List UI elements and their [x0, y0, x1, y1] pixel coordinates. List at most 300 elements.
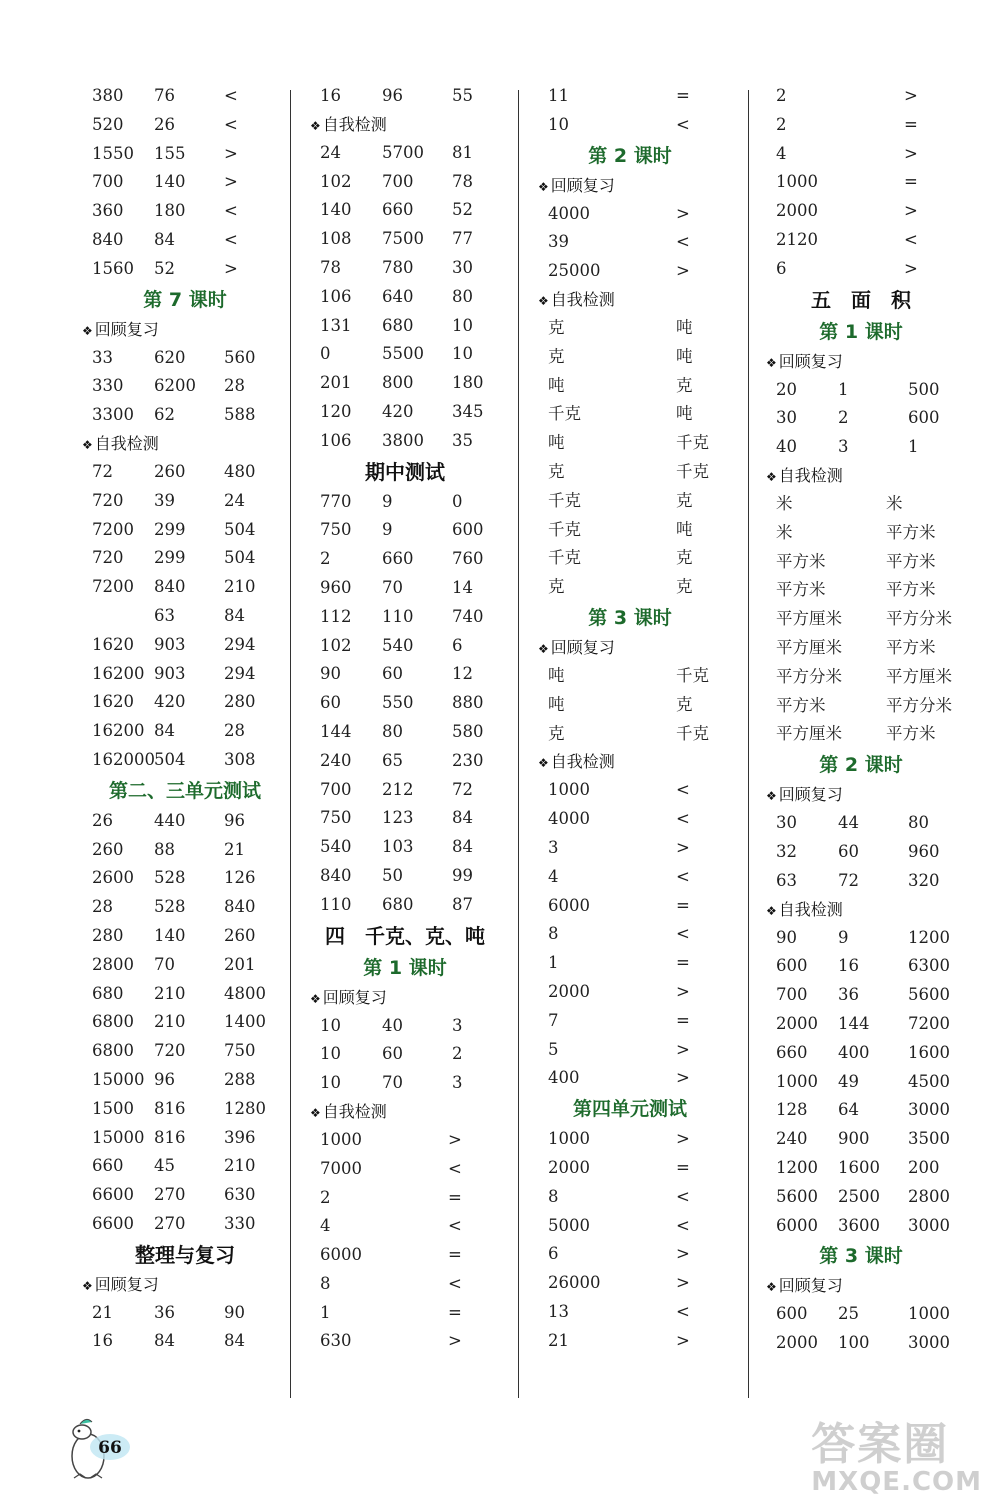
- answer-cell: 21: [224, 839, 245, 859]
- answer-cell: 吨: [548, 694, 565, 714]
- answer-row: [548, 834, 728, 863]
- answer-cell: 6: [452, 635, 463, 655]
- answer-cell: 60: [382, 664, 403, 684]
- answer-row: [320, 660, 500, 689]
- subsection-text: 回顾复习: [550, 637, 615, 657]
- answer-cell: 2: [320, 1187, 331, 1207]
- answer-cell: 320: [908, 870, 940, 890]
- answer-cell: 72: [452, 779, 473, 799]
- answer-row: [92, 255, 272, 284]
- answer-row: [776, 1183, 966, 1212]
- answer-cell: 102: [320, 635, 352, 655]
- diamond-bullet-icon: ❖: [82, 437, 93, 452]
- answer-cell: 0: [320, 344, 331, 364]
- answer-cell: 5600: [776, 1186, 818, 1206]
- answer-cell: 10: [452, 344, 473, 364]
- answer-cell: 吨: [676, 346, 693, 366]
- answer-cell: >: [676, 1129, 690, 1149]
- answer-cell: 36: [154, 1302, 175, 1322]
- answer-cell: >: [904, 86, 918, 105]
- answer-cell: 210: [224, 1156, 256, 1176]
- answer-cell: 260: [92, 839, 124, 859]
- answer-cell: 1000: [320, 1129, 362, 1149]
- answer-cell: 126: [224, 868, 256, 888]
- answer-cell: 84: [224, 1331, 245, 1351]
- answer-row: [92, 1299, 272, 1328]
- answer-row: [548, 458, 728, 487]
- answer-row: [548, 200, 728, 229]
- answer-cell: 162000: [92, 749, 155, 769]
- answer-cell: 770: [320, 491, 352, 511]
- subsection-label: [82, 430, 272, 458]
- answer-cell: 平方米: [886, 637, 936, 657]
- answer-cell: 2000: [548, 1157, 590, 1177]
- answer-row: [92, 1181, 272, 1210]
- answer-cell: 2000: [548, 981, 590, 1001]
- page-number: 66: [98, 1438, 122, 1458]
- section-title: 第 3 课时: [588, 606, 672, 629]
- answer-cell: 吨: [676, 317, 693, 337]
- subsection-text: 回顾复习: [778, 1276, 843, 1296]
- answer-row: [92, 168, 272, 197]
- answer-cell: <: [676, 1215, 690, 1235]
- answer-cell: 144: [838, 1013, 870, 1033]
- answer-cell: 420: [382, 401, 414, 421]
- answer-cell: 840: [154, 577, 186, 597]
- answer-row: [320, 1241, 500, 1270]
- answer-cell: 16: [320, 86, 341, 105]
- answer-cell: 1: [320, 1302, 331, 1322]
- answer-cell: =: [676, 895, 690, 915]
- answer-row: [548, 343, 728, 372]
- answer-cell: 平方米: [776, 580, 826, 600]
- answer-cell: 720: [154, 1041, 186, 1061]
- answer-cell: =: [676, 1010, 690, 1030]
- answer-cell: >: [676, 203, 690, 223]
- answer-row: [92, 1210, 272, 1239]
- answer-row: [548, 863, 728, 892]
- answer-cell: 1200: [776, 1157, 818, 1177]
- answer-cell: 平方分米: [886, 695, 952, 715]
- answer-row: [776, 140, 966, 169]
- answer-cell: 210: [224, 577, 256, 597]
- answer-row: [320, 82, 500, 111]
- answer-cell: 260: [224, 925, 256, 945]
- answer-row: [548, 1064, 728, 1093]
- answer-row: [92, 1008, 272, 1037]
- answer-row: [548, 1327, 728, 1356]
- answer-cell: 克: [676, 490, 693, 510]
- section-title: 第 2 课时: [588, 144, 672, 167]
- answer-cell: 299: [154, 519, 186, 539]
- answer-cell: 平方米: [776, 551, 826, 571]
- answer-row: [320, 891, 500, 920]
- answer-row: [320, 689, 500, 718]
- answer-row: [548, 573, 728, 602]
- answer-cell: 39: [154, 490, 175, 510]
- answer-row: [92, 458, 272, 487]
- diamond-bullet-icon: ❖: [310, 118, 321, 133]
- answer-row: [320, 776, 500, 805]
- answer-cell: >: [676, 1039, 690, 1059]
- answer-row: [548, 978, 728, 1007]
- answer-cell: 500: [908, 379, 940, 399]
- answer-cell: >: [448, 1331, 462, 1351]
- answer-cell: 3000: [908, 1100, 950, 1120]
- answer-cell: 288: [224, 1069, 256, 1089]
- answer-cell: 96: [154, 1069, 175, 1089]
- diamond-bullet-icon: ❖: [766, 903, 777, 918]
- answer-cell: 630: [320, 1331, 352, 1351]
- answer-cell: 780: [382, 257, 414, 277]
- answer-row: [548, 1007, 728, 1036]
- answer-cell: 6000: [776, 1215, 818, 1235]
- answer-cell: 140: [320, 200, 352, 220]
- section-title: 整理与复习: [135, 1242, 235, 1267]
- subsection-label: [766, 896, 966, 924]
- answer-row: [776, 1010, 966, 1039]
- answer-cell: <: [676, 780, 690, 800]
- answer-cell: 50: [382, 865, 403, 885]
- answer-cell: 128: [776, 1100, 808, 1120]
- answer-cell: 330: [224, 1213, 256, 1233]
- answer-cell: 660: [92, 1156, 124, 1176]
- answer-column: [82, 82, 272, 1356]
- answer-cell: 6: [776, 258, 787, 278]
- answer-row: [320, 168, 500, 197]
- answer-cell: 平方米: [886, 724, 936, 744]
- diamond-bullet-icon: ❖: [82, 323, 93, 338]
- answer-cell: 140: [154, 925, 186, 945]
- answer-cell: >: [448, 1129, 462, 1149]
- answer-cell: 2000: [776, 201, 818, 221]
- subsection-text: 自我检测: [778, 465, 843, 485]
- answer-cell: 108: [320, 229, 352, 249]
- answer-cell: <: [448, 1158, 462, 1178]
- answer-cell: 90: [776, 927, 797, 947]
- answer-cell: <: [676, 232, 690, 252]
- subsection-label: [766, 1272, 966, 1300]
- answer-cell: 吨: [676, 404, 693, 424]
- answer-cell: <: [676, 1186, 690, 1206]
- answer-cell: 6000: [548, 895, 590, 915]
- section-title: 第 1 课时: [819, 320, 903, 343]
- answer-cell: 1000: [776, 172, 818, 192]
- answer-cell: =: [448, 1187, 462, 1207]
- answer-column: [310, 82, 500, 1356]
- answer-cell: 70: [382, 577, 403, 597]
- answer-row: [320, 1040, 500, 1069]
- answer-cell: 380: [92, 86, 124, 105]
- answer-cell: 7200: [92, 577, 134, 597]
- answer-row: [776, 490, 966, 519]
- subsection-label: [310, 1098, 500, 1126]
- answer-cell: 4: [320, 1216, 331, 1236]
- answer-cell: 6600: [92, 1185, 134, 1205]
- answer-row: [92, 401, 272, 430]
- answer-cell: 270: [154, 1213, 186, 1233]
- answer-cell: 903: [154, 663, 186, 683]
- answer-cell: 2500: [838, 1186, 880, 1206]
- answer-cell: 200: [908, 1157, 940, 1177]
- answer-cell: 3: [452, 1073, 463, 1093]
- answer-row: [320, 1012, 500, 1041]
- answer-cell: 88: [154, 839, 175, 859]
- answer-row: [92, 1095, 272, 1124]
- subsection-text: 回顾复习: [778, 351, 843, 371]
- answer-cell: 39: [548, 232, 569, 252]
- answer-cell: 600: [452, 520, 484, 540]
- answer-cell: 6800: [92, 1012, 134, 1032]
- answer-cell: 克: [676, 375, 693, 395]
- answer-cell: 660: [776, 1042, 808, 1062]
- answer-cell: 84: [452, 837, 473, 857]
- answer-cell: 1200: [908, 927, 950, 947]
- answer-cell: 8: [320, 1273, 331, 1293]
- answer-row: [776, 663, 966, 692]
- answer-cell: 903: [154, 634, 186, 654]
- answer-cell: 700: [776, 985, 808, 1005]
- answer-cell: <: [676, 924, 690, 944]
- answer-row: [92, 197, 272, 226]
- answer-cell: <: [676, 114, 690, 134]
- answer-cell: 700: [92, 172, 124, 192]
- answer-cell: 14: [452, 577, 473, 597]
- answer-cell: 72: [92, 461, 113, 481]
- diamond-bullet-icon: ❖: [82, 1278, 93, 1293]
- answer-cell: 平方厘米: [776, 637, 842, 657]
- answer-row: [320, 718, 500, 747]
- answer-cell: 201: [224, 954, 256, 974]
- column-divider: [290, 90, 291, 1398]
- answer-cell: 6600: [92, 1213, 134, 1233]
- answer-cell: 750: [224, 1041, 256, 1061]
- answer-cell: 4000: [548, 809, 590, 829]
- answer-cell: 1000: [548, 1129, 590, 1149]
- answer-cell: 35: [452, 430, 473, 450]
- answer-row: [92, 1327, 272, 1356]
- answer-cell: 528: [154, 897, 186, 917]
- answer-row: [320, 254, 500, 283]
- answer-cell: 2: [776, 86, 787, 105]
- answer-cell: 49: [838, 1071, 859, 1091]
- watermark: [811, 1419, 982, 1497]
- diamond-bullet-icon: ❖: [766, 1280, 777, 1295]
- answer-cell: 180: [452, 373, 484, 393]
- answer-cell: 2800: [92, 954, 134, 974]
- answer-cell: 280: [92, 925, 124, 945]
- answer-cell: 180: [154, 201, 186, 221]
- answer-cell: 克: [548, 577, 565, 597]
- answer-cell: 克: [676, 548, 693, 568]
- section-title: 第 1 课时: [363, 956, 447, 979]
- answer-cell: 平方分米: [776, 666, 842, 686]
- answer-row: [320, 574, 500, 603]
- answer-row: [548, 1212, 728, 1241]
- answer-row: [92, 864, 272, 893]
- answer-cell: 720: [92, 490, 124, 510]
- answer-cell: 308: [224, 749, 256, 769]
- answer-cell: 280: [224, 692, 256, 712]
- answer-row: [320, 1126, 500, 1155]
- answer-cell: >: [676, 1330, 690, 1350]
- answer-cell: >: [224, 258, 238, 278]
- answer-cell: 吨: [676, 519, 693, 539]
- answer-cell: >: [676, 1068, 690, 1088]
- diamond-bullet-icon: ❖: [310, 991, 321, 1006]
- answer-cell: 540: [382, 635, 414, 655]
- answer-cell: 4800: [224, 983, 266, 1003]
- answer-cell: 1000: [548, 780, 590, 800]
- answer-column: [538, 82, 728, 1355]
- answer-cell: 1550: [92, 143, 134, 163]
- answer-cell: 7: [548, 1010, 559, 1030]
- answer-row: [776, 1212, 966, 1241]
- section-title: 第二、三单元测试: [108, 779, 261, 802]
- answer-cell: 6200: [154, 376, 196, 396]
- answer-row: [320, 398, 500, 427]
- answer-cell: 平方厘米: [776, 609, 842, 629]
- answer-row: [320, 747, 500, 776]
- answer-row: [320, 833, 500, 862]
- answer-row: [92, 82, 272, 111]
- answer-cell: 740: [452, 606, 484, 626]
- answer-cell: 4: [776, 143, 787, 163]
- answer-row: [548, 805, 728, 834]
- answer-row: [776, 111, 966, 140]
- answer-cell: 102: [320, 171, 352, 191]
- answer-row: [320, 488, 500, 517]
- answer-cell: 1: [838, 379, 849, 399]
- answer-cell: 米: [886, 493, 903, 513]
- answer-cell: 2000: [776, 1013, 818, 1033]
- answer-row: [92, 372, 272, 401]
- answer-row: [548, 720, 728, 749]
- answer-cell: 78: [452, 171, 473, 191]
- answer-cell: 平方米: [886, 580, 936, 600]
- answer-row: [320, 516, 500, 545]
- answer-cell: 640: [382, 286, 414, 306]
- answer-cell: 1600: [908, 1042, 950, 1062]
- answer-row: [776, 433, 966, 462]
- answer-cell: 99: [452, 865, 473, 885]
- answer-cell: 平方米: [886, 551, 936, 571]
- diamond-bullet-icon: ❖: [538, 293, 549, 308]
- answer-cell: 106: [320, 286, 352, 306]
- diamond-bullet-icon: ❖: [766, 469, 777, 484]
- section-title: 第 7 课时: [143, 288, 227, 311]
- answer-cell: 63: [154, 605, 175, 625]
- answer-cell: >: [224, 143, 238, 163]
- subsection-text: 回顾复习: [550, 175, 615, 195]
- section-title: 第四单元测试: [572, 1098, 687, 1121]
- answer-cell: 米: [776, 493, 793, 513]
- answer-row: [776, 404, 966, 433]
- answer-cell: 千克: [548, 519, 581, 539]
- answer-cell: 吨: [548, 665, 565, 685]
- answer-row: [776, 1125, 966, 1154]
- answer-cell: 420: [154, 692, 186, 712]
- answer-row: [92, 344, 272, 373]
- answer-row: [320, 1212, 500, 1241]
- diamond-bullet-icon: ❖: [766, 355, 777, 370]
- diamond-bullet-icon: ❖: [538, 756, 549, 771]
- answer-cell: 9: [838, 927, 849, 947]
- answer-row: [92, 836, 272, 865]
- answer-cell: 80: [908, 813, 929, 833]
- answer-row: [320, 196, 500, 225]
- answer-cell: 112: [320, 606, 352, 626]
- answer-cell: 140: [154, 172, 186, 192]
- answer-cell: <: [676, 1301, 690, 1321]
- answer-row: [320, 1270, 500, 1299]
- answer-cell: 816: [154, 1098, 186, 1118]
- answer-cell: 660: [382, 549, 414, 569]
- answer-cell: 40: [382, 1015, 403, 1035]
- answer-cell: 16200: [92, 663, 145, 683]
- answer-cell: 100: [838, 1333, 870, 1353]
- answer-row: [320, 862, 500, 891]
- answer-cell: <: [224, 201, 238, 221]
- answer-cell: 平方米: [886, 522, 936, 542]
- answer-cell: 克: [676, 577, 693, 597]
- answer-cell: 800: [382, 373, 414, 393]
- answer-cell: 588: [224, 405, 256, 425]
- section-title: 五 面 积: [811, 287, 911, 312]
- answer-cell: 平方米: [776, 695, 826, 715]
- subsection-text: 自我检测: [322, 114, 387, 134]
- answer-cell: 0: [452, 491, 463, 511]
- answer-cell: 78: [320, 257, 341, 277]
- answer-row: [320, 369, 500, 398]
- answer-cell: <: [448, 1273, 462, 1293]
- answer-cell: 155: [154, 143, 186, 163]
- answer-row: [92, 487, 272, 516]
- answer-row: [548, 111, 728, 140]
- answer-cell: 84: [452, 808, 473, 828]
- answer-row: [92, 602, 272, 631]
- answer-row: [776, 981, 966, 1010]
- answer-row: [548, 1125, 728, 1154]
- subsection-label: [766, 781, 966, 809]
- answer-cell: 8: [548, 1186, 559, 1206]
- subsection-label: [82, 316, 272, 344]
- answer-cell: 克: [676, 694, 693, 714]
- answer-cell: 55: [452, 86, 473, 105]
- answer-row: [320, 1069, 500, 1098]
- answer-row: [776, 576, 966, 605]
- answer-cell: 3300: [92, 405, 134, 425]
- answer-cell: 25: [838, 1304, 859, 1324]
- answer-cell: 76: [154, 86, 175, 105]
- answer-cell: <: [904, 229, 918, 249]
- answer-cell: 70: [154, 954, 175, 974]
- answer-cell: <: [676, 866, 690, 886]
- answer-cell: 9: [382, 520, 393, 540]
- answer-row: [548, 892, 728, 921]
- answer-row: [548, 691, 728, 720]
- answer-cell: 1500: [92, 1098, 134, 1118]
- answer-cell: 201: [320, 373, 352, 393]
- answer-cell: 84: [154, 721, 175, 741]
- page-number-badge: [60, 1412, 132, 1484]
- answer-row: [320, 283, 500, 312]
- answer-cell: 克: [548, 723, 565, 743]
- answer-row: [92, 140, 272, 169]
- answer-cell: 90: [320, 664, 341, 684]
- answer-cell: 700: [320, 779, 352, 799]
- answer-cell: =: [676, 953, 690, 973]
